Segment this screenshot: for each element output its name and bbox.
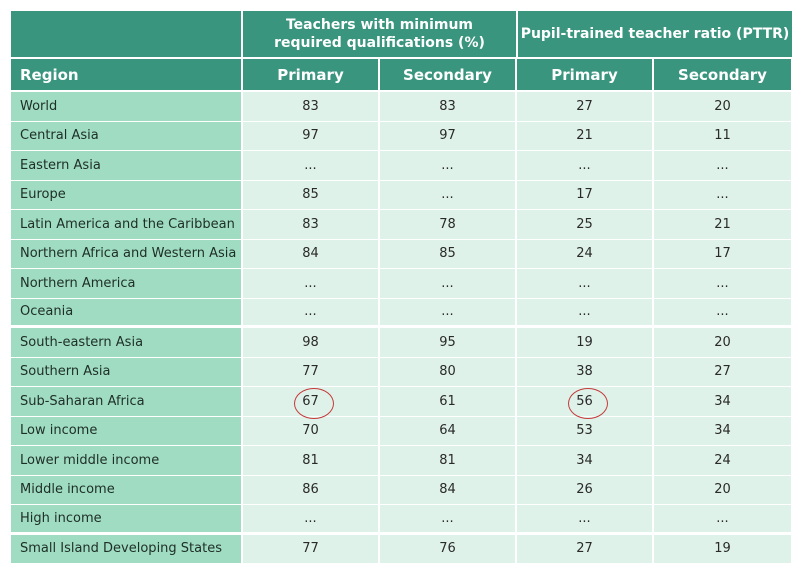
qualified-secondary-cell: 84 — [380, 476, 517, 505]
region-cell: World — [11, 92, 243, 121]
pttr-secondary-cell: 24 — [654, 446, 791, 475]
pttr-secondary-cell: ... — [654, 181, 791, 210]
qualified-secondary-cell: 81 — [380, 446, 517, 475]
pttr-primary-cell: 53 — [517, 417, 654, 446]
pttr-primary-cell: ... — [517, 269, 654, 298]
region-cell: Low income — [11, 417, 243, 446]
table-column-header — [11, 59, 792, 90]
pttr-primary-cell: 25 — [517, 210, 654, 239]
pttr-secondary-cell: ... — [654, 269, 791, 298]
pttr-primary-cell: 19 — [517, 328, 654, 357]
qualified-secondary-cell: 95 — [380, 328, 517, 357]
pttr-primary-cell: 38 — [517, 358, 654, 387]
table-row — [11, 328, 792, 358]
pttr-secondary-cell: ... — [654, 299, 791, 326]
region-cell: Northern America — [11, 269, 243, 298]
qualified-primary-cell: 84 — [243, 240, 380, 269]
header-teachers-line2: required qualifications (%) — [274, 35, 485, 51]
pttr-secondary-cell: ... — [654, 505, 791, 532]
qualified-secondary-cell: ... — [380, 269, 517, 298]
qualified-secondary-cell: 64 — [380, 417, 517, 446]
qualified-primary-cell: 83 — [243, 210, 380, 239]
region-cell: Small Island Developing States — [11, 535, 243, 564]
pttr-primary-cell: 56 — [517, 387, 654, 416]
qualified-secondary-cell: 97 — [380, 122, 517, 151]
qualified-secondary-cell: ... — [380, 505, 517, 532]
table-row — [11, 269, 792, 299]
pttr-primary-cell: 26 — [517, 476, 654, 505]
table-row — [11, 181, 792, 211]
table-row — [11, 358, 792, 388]
qualified-primary-cell: 85 — [243, 181, 380, 210]
qualified-primary-cell: 67 — [243, 387, 380, 416]
qualified-secondary-cell: 61 — [380, 387, 517, 416]
col-header-secondary-pttr: Secondary — [654, 59, 791, 90]
table-row — [11, 210, 792, 240]
pttr-primary-cell: ... — [517, 299, 654, 326]
table-row — [11, 151, 792, 181]
region-cell: Oceania — [11, 299, 243, 326]
pttr-secondary-cell: 20 — [654, 328, 791, 357]
pttr-secondary-cell: 27 — [654, 358, 791, 387]
table-row — [11, 417, 792, 447]
qualified-primary-cell: ... — [243, 269, 380, 298]
header-teachers-qualified — [243, 11, 518, 57]
col-header-primary-pttr: Primary — [517, 59, 654, 90]
table-row — [11, 387, 792, 417]
pttr-primary-cell: 24 — [517, 240, 654, 269]
table-row — [11, 92, 792, 122]
qualified-secondary-cell: 76 — [380, 535, 517, 564]
region-cell: Latin America and the Caribbean — [11, 210, 243, 239]
qualified-primary-cell: 70 — [243, 417, 380, 446]
pttr-secondary-cell: 20 — [654, 476, 791, 505]
pttr-primary-cell: ... — [517, 151, 654, 180]
col-header-secondary-qualified: Secondary — [380, 59, 517, 90]
qualified-primary-cell: 86 — [243, 476, 380, 505]
pttr-secondary-cell: 17 — [654, 240, 791, 269]
col-header-region: Region — [11, 59, 243, 90]
region-cell: Lower middle income — [11, 446, 243, 475]
header-blank-cell — [11, 11, 243, 57]
pttr-secondary-cell: ... — [654, 151, 791, 180]
qualified-primary-cell: 97 — [243, 122, 380, 151]
col-header-primary-qualified: Primary — [243, 59, 380, 90]
pttr-primary-cell: 27 — [517, 535, 654, 564]
pttr-primary-cell: ... — [517, 505, 654, 532]
qualified-primary-cell: ... — [243, 151, 380, 180]
table-group-header — [11, 11, 792, 57]
header-teachers-line1: Teachers with minimum — [285, 17, 474, 33]
region-cell: Southern Asia — [11, 358, 243, 387]
highlight-circle-pttr-primary — [568, 388, 608, 419]
region-cell: High income — [11, 505, 243, 532]
region-cell: South-eastern Asia — [11, 328, 243, 357]
pttr-secondary-cell: 21 — [654, 210, 791, 239]
qualified-primary-cell: 98 — [243, 328, 380, 357]
qualified-secondary-cell: 78 — [380, 210, 517, 239]
pttr-secondary-cell: 34 — [654, 417, 791, 446]
pttr-primary-cell: 21 — [517, 122, 654, 151]
table-row — [11, 476, 792, 506]
region-cell: Central Asia — [11, 122, 243, 151]
table-row — [11, 505, 792, 535]
qualified-secondary-cell: 80 — [380, 358, 517, 387]
qualified-secondary-cell: ... — [380, 299, 517, 326]
qualified-primary-cell: ... — [243, 505, 380, 532]
qualified-secondary-cell: 85 — [380, 240, 517, 269]
region-cell: Middle income — [11, 476, 243, 505]
qualified-secondary-cell: 83 — [380, 92, 517, 121]
region-cell: Northern Africa and Western Asia — [11, 240, 243, 269]
table-body — [11, 92, 792, 564]
highlight-circle-qualified-primary — [294, 388, 334, 419]
qualified-primary-cell: 77 — [243, 535, 380, 564]
region-cell: Sub-Saharan Africa — [11, 387, 243, 416]
pttr-secondary-cell: 19 — [654, 535, 791, 564]
table-row — [11, 299, 792, 329]
qualified-primary-cell: ... — [243, 299, 380, 326]
qualified-primary-cell: 77 — [243, 358, 380, 387]
table-row — [11, 240, 792, 270]
pttr-primary-cell: 27 — [517, 92, 654, 121]
region-cell: Europe — [11, 181, 243, 210]
pttr-secondary-cell: 20 — [654, 92, 791, 121]
table-row — [11, 446, 792, 476]
pttr-primary-cell: 17 — [517, 181, 654, 210]
pttr-primary-cell: 34 — [517, 446, 654, 475]
pttr-secondary-cell: 11 — [654, 122, 791, 151]
qualified-secondary-cell: ... — [380, 181, 517, 210]
table-row — [11, 122, 792, 152]
table-row — [11, 535, 792, 565]
pttr-secondary-cell: 34 — [654, 387, 791, 416]
header-pttr: Pupil-trained teacher ratio (PTTR) — [518, 11, 792, 57]
qualified-primary-cell: 83 — [243, 92, 380, 121]
region-cell: Eastern Asia — [11, 151, 243, 180]
qualified-primary-cell: 81 — [243, 446, 380, 475]
qualified-secondary-cell: ... — [380, 151, 517, 180]
